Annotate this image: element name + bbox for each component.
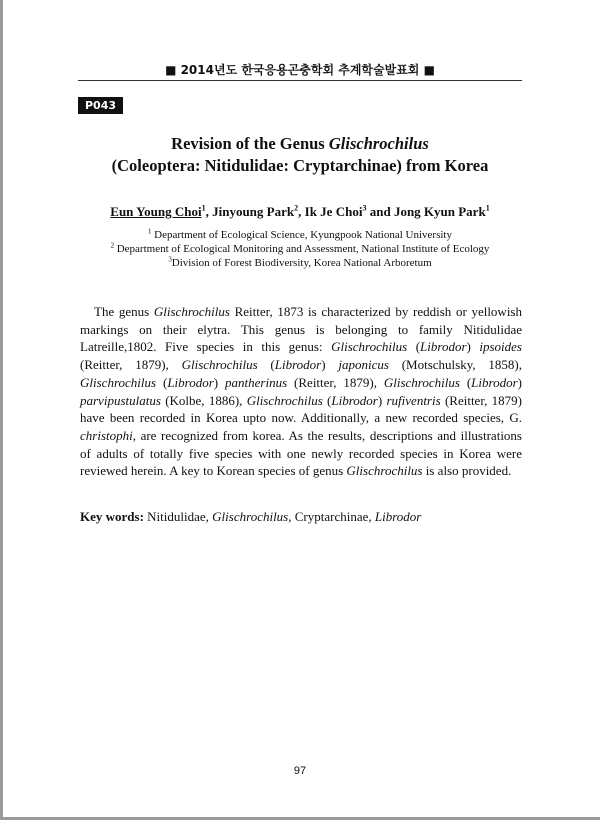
text-run: , Cryptarchinae, <box>288 509 375 524</box>
italic-term: Librodor <box>374 509 422 524</box>
keywords-line <box>80 509 522 525</box>
text-run: (Kolbe, 1886), <box>160 392 247 408</box>
paper-title <box>78 133 522 177</box>
italic-term: pantherinus <box>225 374 288 390</box>
italic-term: Glischrochilus <box>212 509 289 524</box>
poster-code-badge: P043 <box>78 97 123 114</box>
author-list <box>78 204 522 220</box>
text-run: ( <box>322 392 332 408</box>
title-prefix: Revision of the Genus <box>171 134 329 153</box>
author-name: Ik Je Choi <box>304 204 363 219</box>
keywords-label: Key words: <box>80 509 144 524</box>
text-run: (Reitter, 1879) have been recorded in Korea upto now. Additionally, a new recorded species, G. <box>80 392 522 426</box>
italic-term: Glischrochilus <box>181 357 258 373</box>
italic-term: Glischrochilus <box>383 374 460 390</box>
italic-term: Glischrochilus <box>346 463 423 479</box>
text-run: (Reitter, 1879), <box>80 357 182 373</box>
text-run: ( <box>156 374 168 390</box>
text-run: ( <box>407 339 421 355</box>
text-run: ) <box>213 374 226 390</box>
author-name: Eun Young Choi <box>110 204 202 219</box>
page-border-left <box>0 0 3 820</box>
author-name: Jinyoung Park <box>212 204 295 219</box>
affiliation-list <box>78 228 522 270</box>
text-run: is also provided. <box>422 463 512 479</box>
text-run: (Motschulsky, 1858), <box>388 357 522 373</box>
italic-term: Librodor <box>167 374 214 390</box>
text-run: Nitidulidae, <box>143 509 213 524</box>
author-name: Jong Kyun Park <box>393 204 486 219</box>
author-separator: and <box>366 204 394 219</box>
affiliation-line <box>78 228 522 242</box>
author-affil-mark: 2 <box>294 203 299 213</box>
text-run: , are recognized from korea. As the results, descriptions and illustrations of adults of totally five species with one newly recorded species in Korea were reviewed herein. A key to Korean species of genus <box>80 427 522 479</box>
text-run: Reitter, 1873 is characterized by reddish or yellowish markings on their elytra. This genus is belonging to family Nitidulidae Latreille,1802. Five species in this genus: <box>80 304 522 355</box>
page-number: 97 <box>293 765 307 777</box>
affiliation-text: Department of Ecological Monitoring and Assessment, National Institute of Ecology <box>113 243 490 255</box>
italic-term: Glischrochilus <box>331 339 408 355</box>
text-run: ( <box>257 357 275 373</box>
italic-term: Librodor <box>274 357 322 373</box>
italic-term: christophi <box>80 427 133 443</box>
text-run: (Reitter, 1879), <box>287 374 384 390</box>
author-affil-mark: 1 <box>485 203 490 213</box>
italic-term: rufiventris <box>386 392 441 408</box>
italic-term: Glischrochilus <box>80 374 157 390</box>
affiliation-text: Department of Ecological Science, Kyungpook National University <box>151 229 452 241</box>
title-line-2: (Coleoptera: Nitidulidae: Cryptarchinae) from Korea <box>111 156 489 175</box>
title-genus: Glischrochilus <box>328 134 429 153</box>
author-separator: , <box>298 204 305 219</box>
italic-term: Glischrochilus <box>153 304 230 319</box>
affiliation-line <box>78 256 522 270</box>
text-run: ) <box>466 339 480 355</box>
text-run: ) <box>321 357 339 373</box>
affiliation-text: Division of Forest Biodiversity, Korea National Arboretum <box>171 257 432 269</box>
text-run: ) <box>377 392 387 408</box>
author-affil-mark: 3 <box>362 203 367 213</box>
conference-header: ■ 2014년도 한국응용곤충학회 추계학술발표회 ■ <box>165 63 435 77</box>
affiliation-mark: 2 <box>110 242 114 250</box>
italic-term: japonicus <box>338 357 389 373</box>
italic-term: Glischrochilus <box>246 392 323 408</box>
affiliation-mark: 1 <box>148 228 152 236</box>
text-run: ( <box>459 374 472 390</box>
author-separator: , <box>205 204 213 219</box>
affiliation-mark: 3 <box>168 256 172 264</box>
affiliation-line <box>78 242 522 256</box>
author-affil-mark: 1 <box>201 203 206 213</box>
italic-term: ipsoides <box>479 339 522 355</box>
title-line-1 <box>78 133 522 155</box>
abstract-body <box>80 303 522 480</box>
italic-term: Librodor <box>331 392 378 408</box>
italic-term: parvipustulatus <box>80 392 161 408</box>
header-divider <box>78 80 522 81</box>
text-run: ) <box>517 374 522 390</box>
italic-term: Librodor <box>471 374 518 390</box>
text-run: The genus <box>94 304 154 319</box>
italic-term: Librodor <box>420 339 467 355</box>
